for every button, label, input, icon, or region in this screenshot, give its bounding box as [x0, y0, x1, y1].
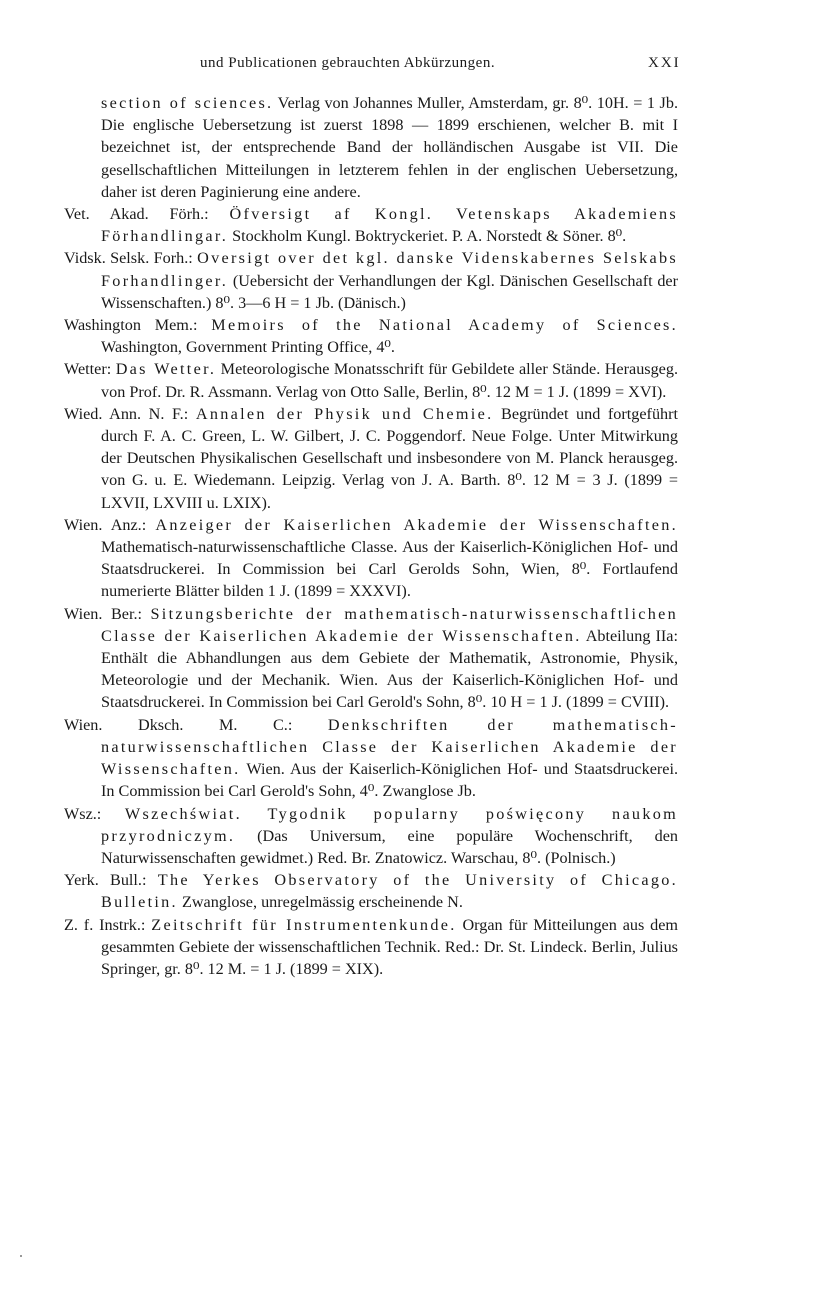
entry-title: Memoirs of the National Academy of Sciences. — [211, 316, 679, 335]
entry-title: Anzeiger der Kaiserlichen Akademie der Wissenschaften. — [155, 515, 679, 534]
list-entry — [64, 203, 678, 247]
entry-text: Organ für Mitteilungen aus dem gesammten Gebiete der wissenschaftlichen Technik. Red.: Dr. St. Lindeck. Berlin, Julius Springer, gr. 8⁰. 12 M. = 1 J. (1899 = XIX). — [101, 915, 679, 978]
list-entry — [64, 247, 678, 314]
entry-text: Meteorologische Monatsschrift für Gebildete aller Stände. Herausgeg. von Prof. Dr. R. Assmann. Verlag von Otto Salle, Berlin, 8⁰. 12 M = 1 J. (1899 = XVI). — [101, 360, 679, 401]
entry-text: (Das Universum, eine populäre Wochenschrift, den Naturwissenschaften gewidmet.) Red. Br. Znatowicz. Warschau, 8⁰. (Polnisch.) — [101, 826, 678, 867]
list-entry — [64, 314, 678, 358]
entry-title: Annalen der Physik und Chemie. — [195, 404, 494, 423]
page-number: XXI — [648, 55, 681, 71]
entry-title: Zeitschrift für Instrumentenkunde. — [151, 915, 457, 934]
entry-abbreviation: Wien. Anz.: — [64, 515, 147, 534]
entry-text: (Uebersicht der Verhandlungen der Kgl. Dänischen Gesellschaft der Wissenschaften.) 8⁰. 3—6 H = 1 Jb. (Dänisch.) — [101, 271, 679, 312]
entry-title: Oversigt over det kgl. danske Videnskabernes Selskabs Forhandlinger. — [101, 249, 678, 290]
entry-abbreviation: Yerk. Bull.: — [64, 871, 147, 890]
entry-title: Sitzungsberichte der mathematisch-naturwissenschaftlichen Classe der Kaiserlichen Akademie der Wissenschaften. — [101, 604, 678, 645]
entry-abbreviation: Wsz.: — [64, 804, 102, 823]
entry-abbreviation: Wied. Ann. N. F.: — [64, 404, 189, 423]
entry-title: Öfversigt af Kongl. Vetenskaps Akademiens Förhandlingar. — [101, 205, 679, 246]
list-entry — [64, 403, 678, 514]
running-head — [0, 55, 827, 79]
entry-text: Mathematisch-naturwissenschaftliche Classe. Aus der Kaiserlich-Königlichen Hof- und Staatsdruckerei. In Commission bei Carl Gerolds Sohn, Wien, 8⁰. Fortlaufend numerierte Blätter bilden 1 J. (1899 = XXXVI). — [101, 538, 678, 601]
list-entry — [64, 603, 678, 714]
entry-title: Das Wetter. — [115, 360, 217, 379]
abbreviation-list — [64, 92, 678, 980]
running-head-title: und Publicationen gebrauchten Abkürzungen. — [200, 55, 496, 71]
entry-title: Denkschriften der mathematisch-naturwissenschaftlichen Classe der Kaiserlichen Akademie der Wissenschaften. — [101, 715, 678, 779]
list-entry — [64, 92, 678, 203]
entry-text: Abteilung IIa: Enthält die Abhandlungen aus dem Gebiete der Mathematik, Astronomie, Physik, Meteorologie und der Mechanik. Wien. Aus der Kaiserlich-Königlichen Hof- und Staatsdruckerei. In Commission bei Carl Gerold's Sohn, 8⁰. 10 H = 1 J. (1899 = CVIII). — [101, 626, 678, 712]
entry-abbreviation: Z. f. Instrk.: — [64, 915, 146, 934]
entry-title: section of sciences. — [101, 94, 274, 112]
entry-text: Begründet und fortgeführt durch F. A. C. Green, L. W. Gilbert, J. C. Poggendorf. Neue Folge. Unter Mitwirkung der Deutschen Physikalischen Gesellschaft und insbesondere von M. Planck herausgeg. von G. u. E. Wiedemann. Leipzig. Verlag von J. A. Barth. 8⁰. 12 M = 3 J. (1899 = LXVII, LXVIII u. LXIX). — [101, 404, 679, 512]
entry-title: The Yerkes Observatory of the University of Chicago. Bulletin. — [101, 871, 679, 912]
entry-text: Wien. Aus der Kaiserlich-Königlichen Hof- und Staatsdruckerei. In Commission bei Carl Gerold's Sohn, 4⁰. Zwanglose Jb. — [101, 760, 678, 801]
entry-abbreviation: Wetter: — [64, 360, 112, 379]
entry-abbreviation: Wien. Ber.: — [64, 604, 142, 623]
entry-abbreviation: Washington Mem.: — [64, 316, 198, 335]
entry-abbreviation: Vidsk. Selsk. Forh.: — [64, 249, 193, 268]
list-entry — [64, 869, 678, 913]
list-entry — [64, 803, 678, 870]
entry-text: Stockholm Kungl. Boktryckeriet. P. A. Norstedt & Söner. 8⁰. — [232, 227, 627, 246]
list-entry — [64, 358, 678, 402]
list-entry — [64, 514, 678, 603]
entry-abbreviation: Vet. Akad. Förh.: — [64, 205, 209, 224]
entry-text: Verlag von Johannes Muller, Amsterdam, gr. 8⁰. 10H. = 1 Jb. Die englische Uebersetzung ist zuerst 1898 — 1899 erschienen, welcher B. mit I bezeichnet ist, der entsprechende Band der holländischen Ausgabe ist VII. Die gesellschaftlichen Mitteilungen in letzterem fehlen in der englischen Uebersetzung, daher ist deren Paginierung eine andere. — [101, 94, 678, 201]
scan-speck — [20, 1255, 22, 1257]
list-entry — [64, 714, 678, 803]
entry-text: Zwanglose, unregelmässig erscheinende N. — [181, 893, 463, 912]
entry-text: Washington, Government Printing Office, 4⁰. — [101, 338, 395, 357]
list-entry — [64, 914, 678, 981]
entry-abbreviation: Wien. Dksch. M. C.: — [64, 715, 293, 734]
entry-title: Wszechświat. Tygodnik popularny poświęcony naukom przyrodniczym. — [101, 804, 679, 845]
